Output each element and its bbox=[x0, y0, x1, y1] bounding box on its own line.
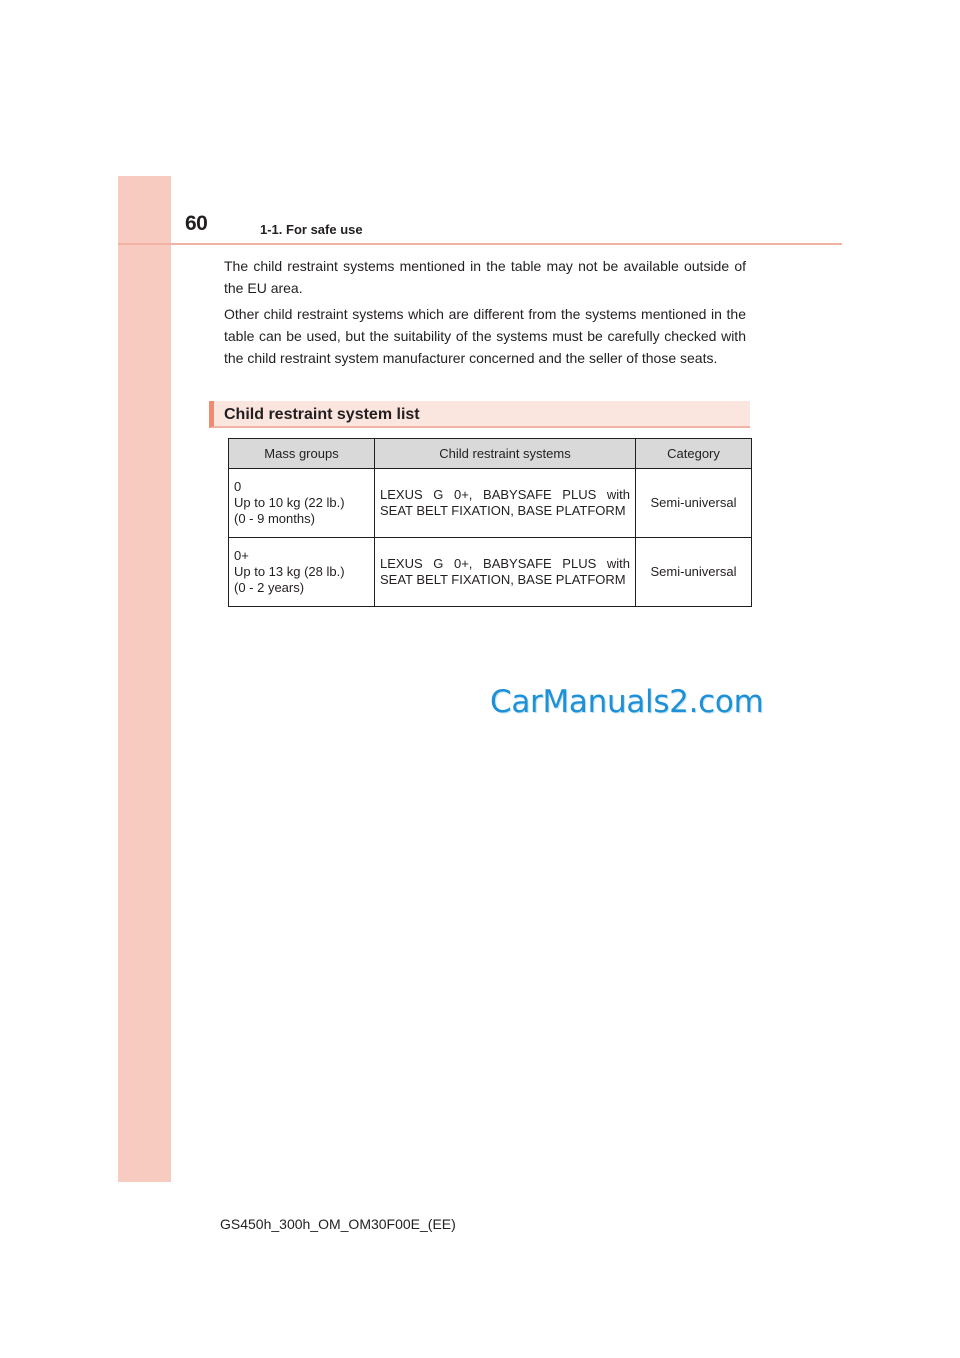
side-band bbox=[118, 176, 171, 1182]
list-heading bbox=[209, 401, 750, 428]
mass-group-age: (0 - 2 years) bbox=[234, 580, 305, 595]
column-header-category: Category bbox=[636, 439, 752, 469]
restraint-system-cell: LEXUS G 0+, BABYSAFE PLUS with SEAT BELT FIXATION, BASE PLATFORM bbox=[375, 469, 636, 538]
table-row bbox=[229, 469, 752, 538]
list-heading-title: Child restraint system list bbox=[224, 406, 420, 423]
paragraph-other-systems: Other child restraint systems which are different from the systems mentioned in the table can be used, but the suitability of the systems must be carefully checked with the child restraint system manufacturer concerned and the seller of those seats. bbox=[224, 306, 746, 366]
section-label: 1-1. For safe use bbox=[260, 222, 363, 237]
mass-group-cell bbox=[229, 538, 375, 607]
table-row bbox=[229, 538, 752, 607]
mass-group-age: (0 - 9 months) bbox=[234, 511, 315, 526]
table-header-row bbox=[229, 439, 752, 469]
column-header-mass-groups: Mass groups bbox=[229, 439, 375, 469]
mass-group-weight: Up to 13 kg (28 lb.) bbox=[234, 564, 345, 579]
watermark-logo: CarManuals2.com bbox=[490, 684, 764, 720]
mass-group-cell bbox=[229, 469, 375, 538]
category-cell: Semi-universal bbox=[636, 538, 752, 607]
page-number: 60 bbox=[185, 212, 208, 235]
column-header-systems: Child restraint systems bbox=[375, 439, 636, 469]
mass-group-weight: Up to 10 kg (22 lb.) bbox=[234, 495, 345, 510]
category-cell: Semi-universal bbox=[636, 469, 752, 538]
mass-group-code: 0 bbox=[234, 479, 242, 494]
mass-group-code: 0+ bbox=[234, 548, 249, 563]
header-rule bbox=[118, 243, 842, 245]
paragraph-availability: The child restraint systems mentioned in the table may not be available outside of the EU area. bbox=[224, 258, 746, 296]
child-restraint-table bbox=[228, 438, 752, 607]
footer-doc-code: GS450h_300h_OM_OM30F00E_(EE) bbox=[220, 1216, 456, 1232]
restraint-system-cell: LEXUS G 0+, BABYSAFE PLUS with SEAT BELT FIXATION, BASE PLATFORM bbox=[375, 538, 636, 607]
